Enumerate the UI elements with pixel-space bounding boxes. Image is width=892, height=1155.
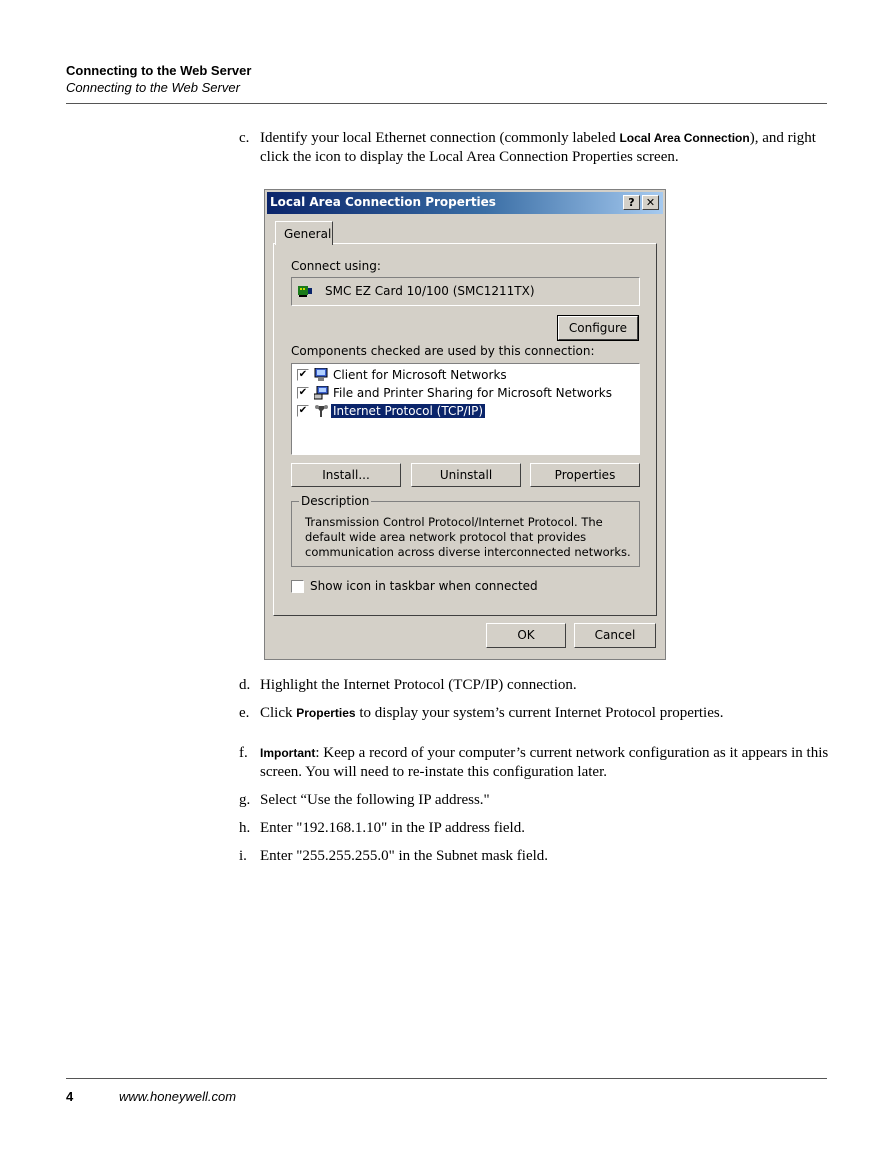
step-text: Important: Keep a record of your computer’s current network configuration as it appears in this screen. You will need to re-instate this configuration later. — [260, 745, 829, 780]
adapter-name: SMC EZ Card 10/100 (SMC1211TX) — [325, 284, 535, 298]
header-subtitle: Connecting to the Web Server — [66, 80, 240, 95]
step-text: Enter "255.255.255.0" in the Subnet mask field. — [260, 848, 549, 864]
properties-button[interactable]: Properties — [530, 463, 640, 487]
component-item-file-sharing[interactable] — [297, 385, 637, 403]
step-letter: f. — [239, 745, 248, 761]
configure-button[interactable]: Configure — [558, 316, 638, 340]
component-item-client[interactable] — [297, 367, 637, 385]
uninstall-button[interactable]: Uninstall — [411, 463, 521, 487]
header-title: Connecting to the Web Server — [66, 63, 252, 78]
components-list[interactable] — [291, 363, 640, 455]
description-label: Description — [301, 494, 370, 508]
step-text: Select “Use the following IP address." — [260, 792, 490, 808]
page-number: 4 — [66, 1089, 74, 1104]
dialog-titlebar — [267, 192, 663, 214]
general-panel — [273, 243, 657, 616]
step-text: Enter "192.168.1.10" in the IP address field. — [260, 820, 525, 836]
network-client-icon — [314, 368, 329, 382]
dialog-title: Local Area Connection Properties — [270, 195, 496, 209]
step-letter: c. — [239, 130, 250, 146]
footer-rule — [66, 1078, 827, 1079]
network-adapter-icon — [298, 284, 313, 298]
header-rule — [66, 103, 827, 104]
step-letter: d. — [239, 677, 251, 693]
file-sharing-icon — [314, 386, 329, 400]
step-i — [239, 847, 839, 867]
step-c — [239, 129, 839, 169]
show-icon-checkbox[interactable] — [291, 580, 304, 593]
ok-button[interactable]: OK — [486, 623, 566, 648]
step-f — [239, 744, 839, 784]
help-button[interactable]: ? — [623, 195, 640, 210]
component-checkbox[interactable]: ✔ — [298, 405, 308, 416]
cancel-button[interactable]: Cancel — [574, 623, 656, 648]
adapter-field — [291, 277, 640, 306]
component-label: Client for Microsoft Networks — [333, 368, 507, 382]
component-checkbox[interactable]: ✔ — [298, 387, 308, 398]
show-icon-label: Show icon in taskbar when connected — [310, 579, 538, 593]
ui-term: Properties — [296, 706, 356, 720]
step-d — [239, 676, 839, 696]
components-label: Components checked are used by this connection: — [291, 344, 595, 358]
step-letter: i. — [239, 848, 247, 864]
step-h — [239, 819, 839, 839]
ui-term: Important — [260, 746, 316, 760]
connect-using-label: Connect using: — [291, 259, 381, 273]
step-letter: h. — [239, 820, 251, 836]
step-e — [239, 704, 839, 724]
component-label: File and Printer Sharing for Microsoft Networks — [333, 386, 612, 400]
component-checkbox[interactable]: ✔ — [298, 369, 308, 380]
close-button[interactable]: ✕ — [642, 195, 659, 210]
protocol-icon — [314, 404, 329, 418]
step-g — [239, 791, 839, 811]
component-item-tcpip[interactable] — [297, 403, 637, 421]
step-text: Highlight the Internet Protocol (TCP/IP) connection. — [260, 677, 577, 693]
tab-general[interactable]: General — [275, 221, 333, 245]
step-letter: g. — [239, 792, 251, 808]
step-text: Identify your local Ethernet connection (commonly labeled Local Area Connection), and right click the icon to display the Local Area Connection Properties screen. — [260, 130, 816, 165]
step-text: Click Properties to display your system’s current Internet Protocol properties. — [260, 705, 724, 721]
footer-url: www.honeywell.com — [119, 1089, 237, 1104]
local-area-connection-properties-dialog — [264, 189, 666, 660]
ui-term: Local Area Connection — [619, 131, 750, 145]
component-label-selected: Internet Protocol (TCP/IP) — [333, 404, 484, 418]
description-text: Transmission Control Protocol/Internet Protocol. The default wide area network protocol that provides communication across diverse interconnected networks. — [305, 515, 631, 559]
install-button[interactable]: Install... — [291, 463, 401, 487]
description-group — [291, 494, 640, 567]
step-letter: e. — [239, 705, 250, 721]
